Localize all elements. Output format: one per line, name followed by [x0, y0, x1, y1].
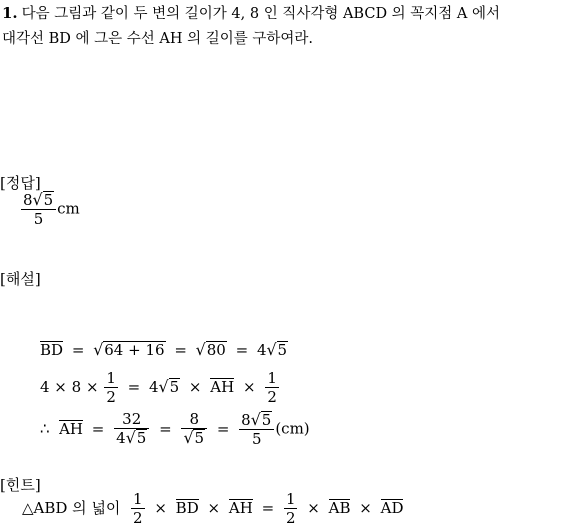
answer-unit: cm [57, 199, 80, 218]
hint-line: △ABD 의 넓이 $\frac{1}{2}$ × BD × AH = $\frac{1}{2}$ × AB × AD [22, 490, 404, 528]
question-text-1: 다음 그림과 같이 두 변의 길이가 4, 8 인 직사각형 ABCD 의 꼭지점 A 에서 [21, 6, 501, 22]
question-line-2 [2, 27, 313, 48]
answer-label: [정답] [0, 174, 41, 192]
solution-line-2: 4 × 8 × $\frac{1}{2}$ = 4√5 × AH × $\frac{1}{2}$ [40, 369, 277, 407]
question-number: 1. [2, 4, 18, 22]
question-text-2: 대각선 BD 에 그은 수선 AH 의 길이를 구하여라. [2, 31, 313, 47]
answer-value [20, 191, 80, 228]
solution-line-1: BD = √64 + 16 = √80 = 4√5 [40, 340, 288, 359]
solution-label: [해설] [0, 270, 41, 288]
answer-fraction: $\frac{8√5}{5}$ [21, 191, 56, 228]
solution-line-3: ∴ AH = $\frac{32}{4√5}$ = $\frac{8}{√5}$ = $\frac{8√5}{5}$ (cm) [40, 410, 310, 449]
hint-label: [힌트] [0, 476, 41, 494]
question-line-1 [2, 2, 500, 23]
